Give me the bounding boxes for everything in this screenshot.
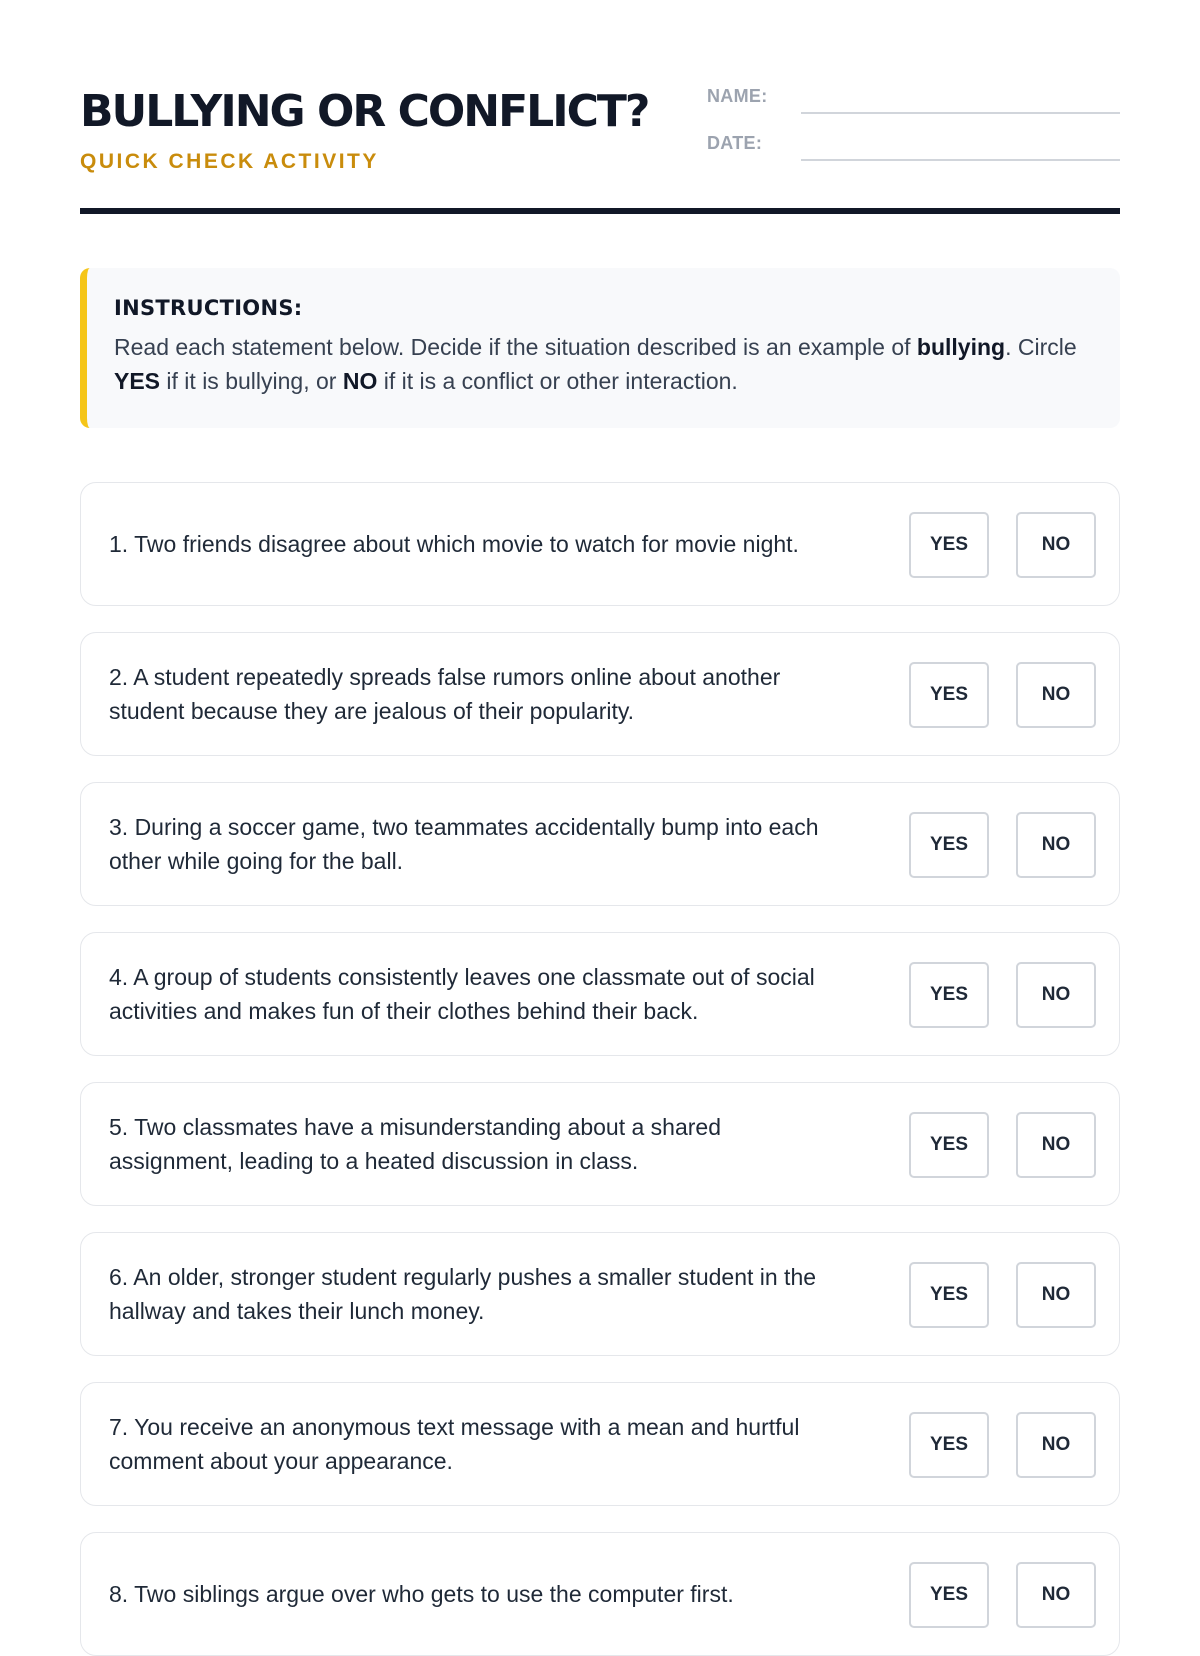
date-label: DATE: [707,133,763,153]
no-button[interactable]: NO [1016,1262,1096,1328]
instructions-text-part: . Circle [1005,334,1077,360]
page-title: BULLYING OR CONFLICT? [80,86,649,137]
instructions-bold-no: NO [342,368,378,394]
instructions-bold-yes: YES [114,368,161,394]
no-button[interactable]: NO [1016,1562,1096,1628]
question-text: 4. A group of students consistently leaves one classmate out of social activities and makes fun of their clothes behind their back. [109,964,815,1024]
yes-button[interactable]: YES [909,1262,989,1328]
instructions-box [80,268,1120,428]
yes-button[interactable]: YES [909,962,989,1028]
yes-button[interactable]: YES [909,512,989,578]
yes-button[interactable]: YES [909,812,989,878]
no-button[interactable]: NO [1016,1112,1096,1178]
question-card [80,632,1120,756]
question-text: 7. You receive an anonymous text message with a mean and hurtful comment about your appearance. [109,1414,800,1474]
no-button[interactable]: NO [1016,1412,1096,1478]
no-button[interactable]: NO [1016,662,1096,728]
question-card [80,1082,1120,1206]
date-input-line[interactable] [801,159,1120,161]
question-card [80,482,1120,606]
instructions-text-part: Read each statement below. Decide if the situation described is an example of [114,334,917,360]
question-text: 6. An older, stronger student regularly pushes a smaller student in the hallway and takes their lunch money. [109,1264,817,1324]
instructions-bold-bullying: bullying [916,334,1006,360]
name-field[interactable] [707,86,1120,116]
question-text: 1. Two friends disagree about which movie to watch for movie night. [109,531,799,557]
date-field[interactable] [707,133,1120,163]
question-text: 8. Two siblings argue over who gets to use the computer first. [109,1581,734,1607]
instructions-text [114,330,1090,398]
question-card [80,782,1120,906]
question-card [80,932,1120,1056]
yes-button[interactable]: YES [909,662,989,728]
no-button[interactable]: NO [1016,812,1096,878]
instructions-text-part: if it is bullying, or [160,368,343,394]
question-text: 3. During a soccer game, two teammates accidentally bump into each other while going for the ball. [109,814,819,874]
page-subtitle: QUICK CHECK ACTIVITY [80,150,379,173]
question-card [80,1382,1120,1506]
yes-button[interactable]: YES [909,1562,989,1628]
name-input-line[interactable] [801,112,1120,114]
instructions-text-part: if it is a conflict or other interaction. [377,368,738,394]
question-text: 2. A student repeatedly spreads false rumors online about another student because they are jealous of their popularity. [109,664,781,724]
yes-button[interactable]: YES [909,1112,989,1178]
yes-button[interactable]: YES [909,1412,989,1478]
no-button[interactable]: NO [1016,962,1096,1028]
worksheet-header [80,80,1120,220]
no-button[interactable]: NO [1016,512,1096,578]
question-card [80,1532,1120,1656]
header-divider [80,208,1120,214]
name-label: NAME: [707,86,768,106]
question-text: 5. Two classmates have a misunderstanding about a shared assignment, leading to a heated discussion in class. [109,1114,721,1174]
instructions-title: INSTRUCTIONS: [114,296,303,320]
question-card [80,1232,1120,1356]
